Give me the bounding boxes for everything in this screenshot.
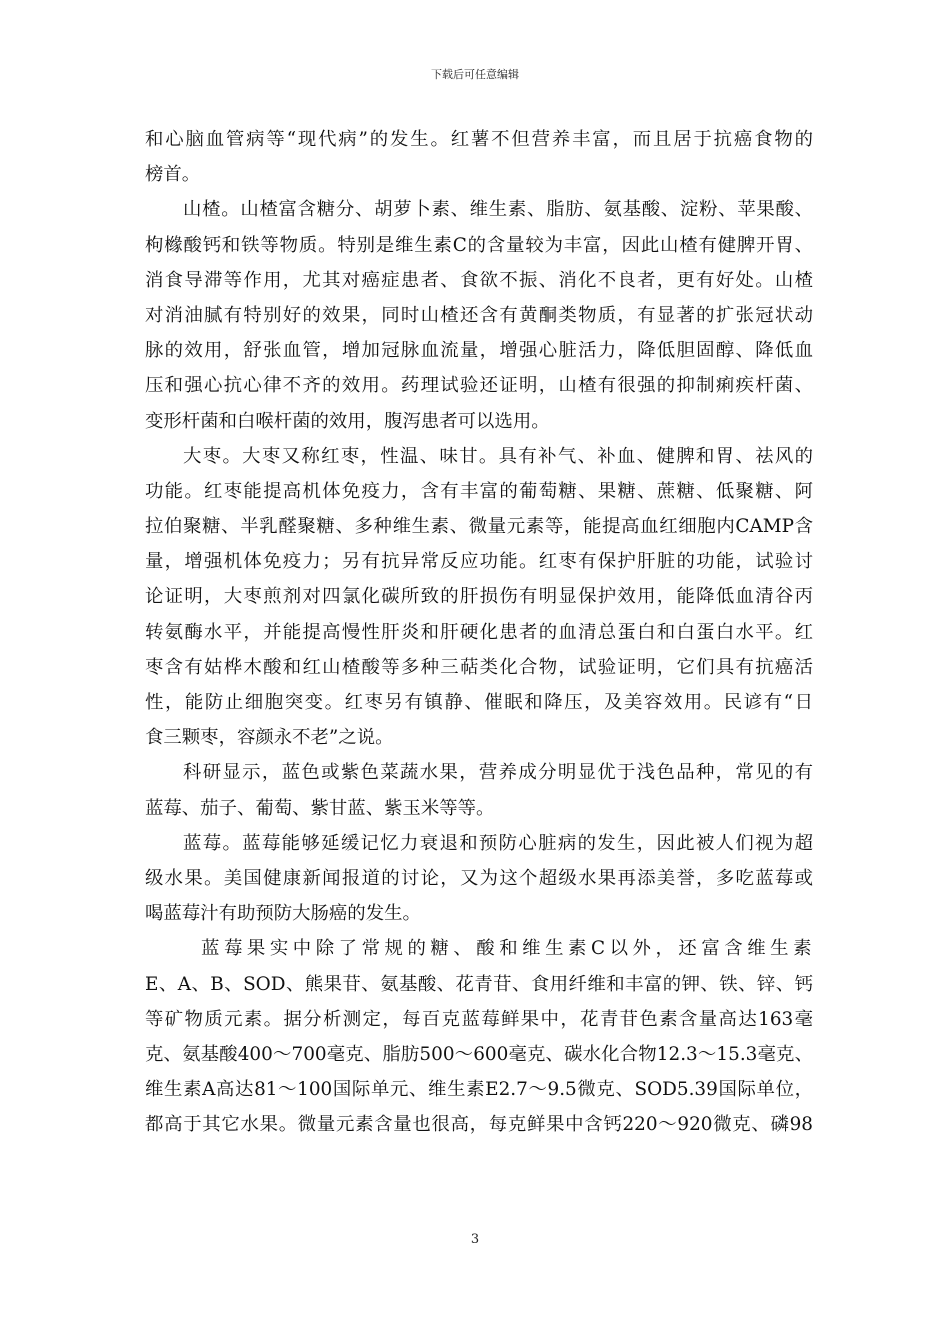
text-line: 压和强心抗心律不齐的效用。药理试验还证明，山楂有很强的抑制痢疾杆菌、: [145, 375, 813, 397]
text-line: 维生素A高达81～100国际单元、维生素E2.7～9.5微克、SOD5.39国际单位，: [145, 1079, 813, 1101]
text-line: 拉伯聚糖、半乳醛聚糖、多种维生素、微量元素等，能提高血红细胞内CAMP含: [145, 516, 813, 538]
text-line: 枣含有姑桦木酸和红山楂酸等多种三萜类化合物，试验证明，它们具有抗癌活: [145, 656, 813, 678]
page-number: 3: [470, 1232, 480, 1247]
text-line: 科研显示，蓝色或紫色菜蔬水果，营养成分明显优于浅色品种，常见的有: [183, 762, 813, 784]
text-line: 食三颗枣，容颜永不老”之说。: [145, 727, 394, 749]
text-line: 性，能防止细胞突变。红枣另有镇静、催眠和降压，及美容效用。民谚有“日: [145, 692, 813, 713]
paragraph-hawthorn: [145, 192, 813, 438]
paragraph-sweet-potato-end: [145, 122, 813, 192]
paragraph-jujube: [145, 439, 813, 756]
text-line: 克、氨基酸400～700毫克、脂肪500～600毫克、碳水化合物12.3～15.3毫克、: [145, 1043, 813, 1065]
text-line: 量，增强机体免疫力；另有抗异常反应功能。红枣有保护肝脏的功能，试验讨: [145, 551, 813, 573]
text-line: 脉的效用，舒张血管，增加冠脉血流量，增强心脏活力，降低胆固醇、降低血: [145, 340, 813, 362]
text-line: 功能。红枣能提高机体免疫力，含有丰富的葡萄糖、果糖、蔗糖、低聚糖、阿: [145, 480, 813, 502]
text-line: 蓝莓、茄子、葡萄、紫甘蓝、紫玉米等等。: [145, 797, 495, 819]
text-line: 和心脑血管病等“现代病”的发生。红薯不但营养丰富，而且居于抗癌食物的: [145, 129, 813, 150]
text-line: 蓝莓果实中除了常规的糖、酸和维生素C以外，还富含维生素: [201, 938, 813, 960]
text-line: 榜首。: [145, 164, 201, 186]
text-line: 变形杆菌和白喉杆菌的效用，腹泻患者可以选用。: [145, 410, 550, 432]
text-line: 都高于其它水果。微量元素含量也很高，每克鲜果中含钙220～920微克、磷98: [145, 1114, 813, 1136]
text-line: 山楂。山楂富含糖分、胡萝卜素、维生素、脂肪、氨基酸、淀粉、苹果酸、: [183, 199, 813, 221]
text-line: 论证明，大枣煎剂对四氯化碳所致的肝损伤有明显保护效用，能降低血清谷丙: [145, 586, 813, 608]
text-line: 转氨酶水平，并能提高慢性肝炎和肝硬化患者的血清总蛋白和白蛋白水平。红: [145, 621, 813, 643]
paragraph-purple-foods: [145, 755, 813, 825]
page-header: 下载后可任意编辑: [431, 68, 519, 81]
document-body: [145, 122, 813, 1142]
text-line: 喝蓝莓汁有助预防大肠癌的发生。: [145, 903, 421, 925]
text-line: 对消油腻有特别好的效果，同时山楂还含有黄酮类物质，有显著的扩张冠状动: [145, 304, 813, 326]
text-line: E、A、B、SOD、熊果苷、氨基酸、花青苷、食用纤维和丰富的钾、铁、锌、钙: [145, 973, 813, 995]
paragraph-blueberry-nutrients: [145, 931, 813, 1142]
text-line: 级水果。美国健康新闻报道的讨论，又为这个超级水果再添美誉，多吃蓝莓或: [145, 867, 813, 889]
text-line: 等矿物质元素。据分析测定，每百克蓝莓鲜果中，花青苷色素含量高达163毫: [145, 1008, 813, 1030]
text-line: 蓝莓。蓝莓能够延缓记忆力衰退和预防心脏病的发生，因此被人们视为超: [183, 832, 813, 854]
text-line: 大枣。大枣又称红枣，性温、味甘。具有补气、补血、健脾和胃、祛风的: [183, 445, 813, 467]
text-line: 消食导滞等作用，尤其对癌症患者、食欲不振、消化不良者，更有好处。山楂: [145, 269, 813, 291]
text-line: 枸橼酸钙和铁等物质。特别是维生素C的含量较为丰富，因此山楂有健脾开胃、: [145, 234, 813, 256]
paragraph-blueberry: [145, 826, 813, 932]
